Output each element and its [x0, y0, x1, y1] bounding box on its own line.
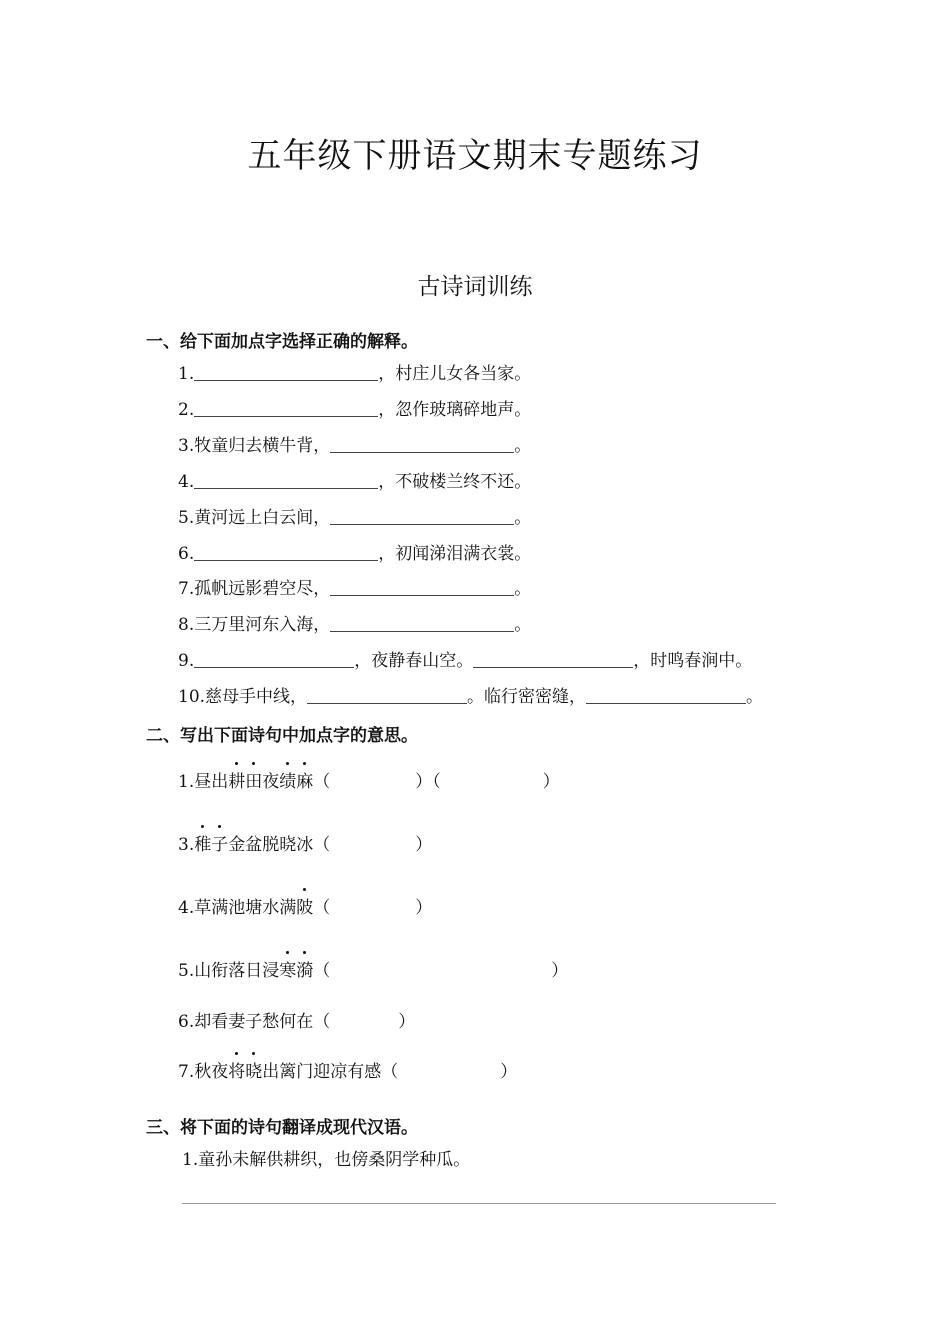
meaning-item-6	[178, 1061, 517, 1083]
poem-character: 在	[296, 1012, 314, 1032]
poem-character: 却	[194, 1012, 212, 1032]
poem-character: 出	[211, 772, 229, 792]
meaning-item-4	[178, 960, 568, 982]
fill-item-6	[178, 542, 531, 565]
answer-blank[interactable]	[586, 685, 746, 704]
poem-line: 牧童归去横牛背，	[194, 436, 331, 456]
poem-character: 有	[347, 1062, 365, 1082]
punctuation: 。	[514, 436, 532, 456]
meaning-item-5	[178, 1011, 415, 1033]
item-number: 1.	[178, 364, 195, 384]
fill-item-3	[178, 434, 531, 457]
poem-character: 脱	[262, 835, 280, 855]
poem-character: 满	[211, 898, 229, 918]
poem-character: 昼	[194, 772, 212, 792]
item-number: 3.	[178, 436, 195, 456]
dotted-character: 绩	[279, 772, 297, 792]
poem-character: 凉	[330, 1062, 348, 1082]
item-number: 10.	[178, 687, 206, 707]
answer-blank[interactable]	[194, 649, 354, 668]
poem-character: 出	[262, 1062, 280, 1082]
item-number: 4.	[178, 898, 195, 918]
fill-item-9	[178, 649, 752, 672]
poem-character: 池	[228, 898, 246, 918]
poem-character: 愁	[262, 1012, 280, 1032]
answer-blank[interactable]	[194, 398, 378, 417]
poem-line: 慈母手中线，	[205, 687, 308, 707]
section-subtitle: 古诗词训练	[417, 274, 533, 300]
item-number: 5.	[178, 961, 195, 981]
meaning-item-2	[178, 834, 432, 856]
punctuation: 。	[514, 508, 532, 528]
answer-blank[interactable]	[330, 577, 514, 596]
item-number: 6.	[178, 1012, 195, 1032]
item-number: 1.	[182, 1150, 199, 1170]
dotted-character: 田	[245, 772, 263, 792]
fill-item-7	[178, 577, 531, 600]
section-1-heading: 一、给下面加点字选择正确的解释。	[146, 332, 418, 352]
poem-line: 童孙未解供耕织，也傍桑阴学种瓜。	[198, 1150, 471, 1170]
poem-line: ，村庄儿女各当家。	[378, 364, 532, 384]
fill-item-5	[178, 506, 531, 529]
meaning-item-3	[178, 897, 432, 919]
poem-character: 妻	[228, 1012, 246, 1032]
poem-character: 浸	[262, 961, 280, 981]
punctuation: 。	[514, 579, 532, 599]
punctuation: 。	[746, 687, 764, 707]
answer-blank[interactable]	[473, 649, 633, 668]
fill-item-8	[178, 613, 531, 636]
poem-character: 何	[279, 1012, 297, 1032]
section-3-heading: 三、将下面的诗句翻译成现代汉语。	[146, 1118, 418, 1138]
poem-character: 子	[245, 1012, 263, 1032]
item-number: 9.	[178, 651, 195, 671]
item-number: 6.	[178, 544, 195, 564]
answer-blank[interactable]	[330, 434, 514, 453]
answer-blank[interactable]	[194, 470, 378, 489]
poem-character: 满	[279, 898, 297, 918]
page-title: 五年级下册语文期末专题练习	[247, 136, 703, 176]
poem-character: 水	[262, 898, 280, 918]
poem-character: 塘	[245, 898, 263, 918]
answer-blank[interactable]	[330, 506, 514, 525]
poem-character: 晓	[279, 835, 297, 855]
answer-parentheses[interactable]: （ ）	[313, 898, 433, 918]
dotted-character: 陂	[296, 898, 314, 918]
item-number: 3.	[178, 835, 195, 855]
poem-character: 盆	[245, 835, 263, 855]
fill-item-2	[178, 398, 531, 421]
poem-character: 冰	[296, 835, 314, 855]
answer-parentheses[interactable]: （ ）（ ）	[313, 772, 560, 792]
poem-line: ，时鸣春涧中。	[633, 651, 753, 671]
item-number: 5.	[178, 508, 195, 528]
poem-character: 迎	[313, 1062, 331, 1082]
answer-blank[interactable]	[330, 613, 514, 632]
poem-character: 金	[228, 835, 246, 855]
answer-blank[interactable]	[194, 542, 378, 561]
answer-line[interactable]	[182, 1203, 776, 1204]
poem-character: 衔	[211, 961, 229, 981]
poem-character: 草	[194, 898, 212, 918]
answer-parentheses[interactable]: （ ）	[313, 1012, 416, 1032]
answer-parentheses[interactable]: （ ）	[313, 961, 569, 981]
fill-item-10	[178, 685, 763, 708]
poem-line: 。临行密密缝，	[467, 687, 587, 707]
answer-blank[interactable]	[307, 685, 467, 704]
poem-character: 山	[194, 961, 212, 981]
dotted-character: 子	[211, 835, 229, 855]
dotted-character: 麻	[296, 772, 314, 792]
poem-character: 日	[245, 961, 263, 981]
item-number: 4.	[178, 472, 195, 492]
translate-item-1	[182, 1149, 470, 1171]
poem-line: ，初闻涕泪满衣裳。	[378, 544, 532, 564]
poem-character: 夜	[262, 772, 280, 792]
poem-character: 看	[211, 1012, 229, 1032]
answer-parentheses[interactable]: （ ）	[313, 835, 433, 855]
poem-line: ，夜静春山空。	[354, 651, 474, 671]
poem-line: ，忽作玻璃碎地声。	[378, 400, 532, 420]
fill-item-1	[178, 362, 531, 385]
section-2-heading: 二、写出下面诗句中加点字的意思。	[146, 726, 418, 746]
poem-line: ，不破楼兰终不还。	[378, 472, 532, 492]
poem-character: 门	[296, 1062, 314, 1082]
poem-character: 落	[228, 961, 246, 981]
item-number: 7.	[178, 1062, 195, 1082]
poem-line: 三万里河东入海，	[194, 615, 331, 635]
dotted-character: 晓	[245, 1062, 263, 1082]
answer-blank[interactable]	[194, 362, 378, 381]
meaning-item-1	[178, 771, 560, 793]
answer-parentheses[interactable]: （ ）	[381, 1062, 518, 1082]
poem-line: 孤帆远影碧空尽，	[194, 579, 331, 599]
item-number: 1.	[178, 772, 195, 792]
poem-character: 感	[364, 1062, 382, 1082]
dotted-character: 漪	[296, 961, 314, 981]
fill-item-4	[178, 470, 531, 493]
dotted-character: 耕	[228, 772, 246, 792]
punctuation: 。	[514, 615, 532, 635]
item-number: 8.	[178, 615, 195, 635]
dotted-character: 将	[228, 1062, 246, 1082]
item-number: 7.	[178, 579, 195, 599]
item-number: 2.	[178, 400, 195, 420]
dotted-character: 寒	[279, 961, 297, 981]
poem-line: 黄河远上白云间，	[194, 508, 331, 528]
poem-character: 篱	[279, 1062, 297, 1082]
poem-character: 夜	[211, 1062, 229, 1082]
poem-character: 秋	[194, 1062, 212, 1082]
dotted-character: 稚	[194, 835, 212, 855]
